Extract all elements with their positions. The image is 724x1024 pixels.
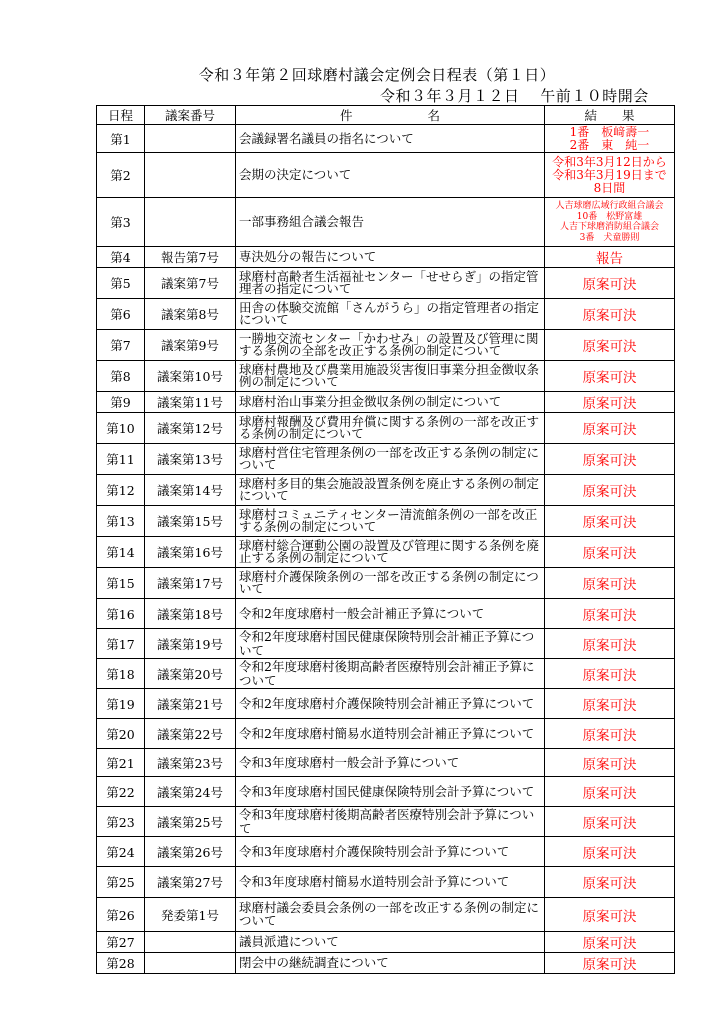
row-bill-number: 議案第9号 (145, 330, 236, 361)
result-line: 原案可決 (582, 637, 637, 654)
row-result (545, 953, 675, 974)
row-bill-number: 議案第8号 (145, 299, 236, 330)
result-line: 8日間 (593, 180, 626, 195)
row-agenda-no: 第19 (97, 689, 145, 719)
result-line: 原案可決 (582, 908, 637, 925)
result-line: 原案可決 (582, 815, 637, 832)
row-item-name: 会期の決定について (236, 153, 545, 198)
row-result (545, 125, 675, 153)
row-bill-number: 議案第11号 (145, 392, 236, 413)
row-bill-number: 議案第10号 (145, 361, 236, 392)
table-row (97, 953, 675, 974)
row-result (545, 330, 675, 361)
table-row (97, 568, 675, 599)
result-line: 原案可決 (582, 607, 637, 624)
row-agenda-no: 第6 (97, 299, 145, 330)
row-bill-number: 議案第13号 (145, 444, 236, 475)
row-bill-number: 議案第12号 (145, 413, 236, 444)
row-bill-number: 議案第18号 (145, 599, 236, 629)
row-agenda-no: 第4 (97, 247, 145, 268)
row-item-name: 球磨村営住宅管理条例の一部を改正する条例の制定について (236, 444, 545, 475)
row-result (545, 392, 675, 413)
row-item-name: 令和3年度球磨村国民健康保険特別会計予算について (236, 777, 545, 807)
row-agenda-no: 第13 (97, 506, 145, 537)
result-line: 原案可決 (582, 515, 637, 531)
row-agenda-no: 第28 (97, 953, 145, 974)
row-item-name: 球磨村高齢者生活福祉センター「せせらぎ」の指定管理者の指定について (236, 268, 545, 299)
row-agenda-no: 第3 (97, 198, 145, 247)
row-agenda-no: 第18 (97, 659, 145, 689)
header-no: 日程 (97, 106, 145, 125)
row-result (545, 932, 675, 953)
result-line: 原案可決 (582, 453, 637, 469)
result-line: 原案可決 (582, 577, 637, 593)
row-agenda-no: 第25 (97, 867, 145, 898)
row-item-name: 令和3年度球磨村後期高齢者医療特別会計予算について (236, 807, 545, 837)
row-bill-number: 議案第15号 (145, 506, 236, 537)
table-row (97, 268, 675, 299)
row-result (545, 867, 675, 898)
row-bill-number: 発委第1号 (145, 898, 236, 932)
result-line: 原案可決 (582, 546, 637, 562)
row-bill-number: 議案第19号 (145, 629, 236, 659)
row-result (545, 659, 675, 689)
agenda-table (96, 105, 675, 974)
row-result (545, 444, 675, 475)
table-row (97, 198, 675, 247)
row-bill-number: 議案第7号 (145, 268, 236, 299)
row-item-name: 令和3年度球磨村介護保険特別会計予算について (236, 837, 545, 867)
row-item-name: 球磨村介護保険条例の一部を改正する条例の制定について (236, 568, 545, 599)
row-item-name: 令和3年度球磨村簡易水道特別会計予算について (236, 867, 545, 898)
row-agenda-no: 第14 (97, 537, 145, 568)
row-bill-number: 議案第27号 (145, 867, 236, 898)
result-line: 原案可決 (582, 876, 637, 892)
table-row (97, 475, 675, 506)
row-agenda-no: 第17 (97, 629, 145, 659)
row-agenda-no: 第16 (97, 599, 145, 629)
table-row (97, 392, 675, 413)
table-row (97, 719, 675, 749)
table-row (97, 807, 675, 837)
row-item-name: 一勝地交流センター「かわせみ」の設置及び管理に関する条例の全部を改正する条例の制定について (236, 330, 545, 361)
row-bill-number: 議案第26号 (145, 837, 236, 867)
row-item-name: 一部事務組合議会報告 (236, 198, 545, 247)
result-line: 原案可決 (582, 277, 637, 293)
result-line: 原案可決 (582, 727, 637, 744)
row-bill-number (145, 153, 236, 198)
row-item-name: 令和3年度球磨村一般会計予算について (236, 749, 545, 777)
row-agenda-no: 第21 (97, 749, 145, 777)
row-result (545, 898, 675, 932)
row-bill-number (145, 953, 236, 974)
row-agenda-no: 第8 (97, 361, 145, 392)
table-row (97, 506, 675, 537)
result-line: 2番 東 純一 (569, 137, 650, 152)
result-line: 人吉下球磨消防組合議会 (559, 222, 659, 232)
row-result (545, 247, 675, 268)
row-item-name: 令和2年度球磨村簡易水道特別会計補正予算について (236, 719, 545, 749)
table-row (97, 299, 675, 330)
row-result (545, 361, 675, 392)
row-item-name: 令和2年度球磨村国民健康保険特別会計補正予算について (236, 629, 545, 659)
table-row (97, 153, 675, 198)
row-item-name: 球磨村議会委員会条例の一部を改正する条例の制定について (236, 898, 545, 932)
row-result (545, 777, 675, 807)
row-bill-number: 議案第24号 (145, 777, 236, 807)
result-line: 原案可決 (582, 785, 637, 802)
row-bill-number: 議案第21号 (145, 689, 236, 719)
result-line: 1番 板﨑壽一 (569, 124, 650, 139)
table-header-row (97, 106, 675, 125)
row-item-name: 球磨村総合運動公園の設置及び管理に関する条例を廃止する条例の制定について (236, 537, 545, 568)
row-bill-number: 議案第17号 (145, 568, 236, 599)
row-item-name: 会議録署名議員の指名について (236, 125, 545, 153)
table-row (97, 749, 675, 777)
row-bill-number (145, 932, 236, 953)
row-result (545, 268, 675, 299)
row-result (545, 153, 675, 198)
result-line: 原案可決 (582, 308, 637, 324)
row-result (545, 719, 675, 749)
row-result (545, 198, 675, 247)
row-item-name: 令和2年度球磨村後期高齢者医療特別会計補正予算について (236, 659, 545, 689)
row-bill-number: 議案第14号 (145, 475, 236, 506)
table-row (97, 932, 675, 953)
table-row (97, 125, 675, 153)
table-row (97, 444, 675, 475)
result-line: 令和3年3月19日まで (552, 167, 667, 182)
result-line: 原案可決 (582, 339, 637, 355)
table-row (97, 330, 675, 361)
table-row (97, 629, 675, 659)
row-agenda-no: 第9 (97, 392, 145, 413)
result-line: 原案可決 (582, 697, 637, 714)
row-agenda-no: 第15 (97, 568, 145, 599)
result-line: 原案可決 (582, 396, 637, 412)
header-result: 結 果 (545, 106, 675, 125)
table-row (97, 659, 675, 689)
row-agenda-no: 第10 (97, 413, 145, 444)
table-row (97, 898, 675, 932)
result-line: 原案可決 (582, 667, 637, 684)
page-title: 令和３年第２回球磨村議会定例会日程表（第１日） (198, 66, 556, 84)
row-agenda-no: 第5 (97, 268, 145, 299)
table-row (97, 247, 675, 268)
row-item-name: 球磨村報酬及び費用弁償に関する条例の一部を改正する条例の制定について (236, 413, 545, 444)
session-date-time: 令和３年３月１２日 午前１０時開会 (380, 87, 649, 105)
row-item-name: 球磨村治山事業分担金徴収条例の制定について (236, 392, 545, 413)
result-line: 原案可決 (582, 422, 637, 438)
row-item-name: 球磨村コミュニティセンター清流館条例の一部を改正する条例の制定について (236, 506, 545, 537)
result-line: 令和3年3月12日から (552, 154, 667, 169)
result-line: 3番 犬童勝則 (579, 232, 640, 243)
row-agenda-no: 第12 (97, 475, 145, 506)
row-result (545, 837, 675, 867)
row-agenda-no: 第11 (97, 444, 145, 475)
row-result (545, 537, 675, 568)
row-result (545, 599, 675, 629)
result-line: 原案可決 (582, 484, 637, 500)
table-row (97, 361, 675, 392)
row-agenda-no: 第7 (97, 330, 145, 361)
row-result (545, 475, 675, 506)
header-bill-number: 議案番号 (145, 106, 236, 125)
row-bill-number: 議案第22号 (145, 719, 236, 749)
row-bill-number: 議案第25号 (145, 807, 236, 837)
table-row (97, 689, 675, 719)
row-agenda-no: 第22 (97, 777, 145, 807)
result-line: 原案可決 (582, 370, 637, 386)
row-item-name: 令和2年度球磨村一般会計補正予算について (236, 599, 545, 629)
header-item-name: 件 名 (236, 106, 545, 125)
row-bill-number: 議案第20号 (145, 659, 236, 689)
row-item-name: 田舎の体験交流館「さんがうら」の指定管理者の指定について (236, 299, 545, 330)
row-result (545, 629, 675, 659)
row-item-name: 球磨村多目的集会施設設置条例を廃止する条例の制定について (236, 475, 545, 506)
row-result (545, 506, 675, 537)
row-result (545, 568, 675, 599)
row-agenda-no: 第27 (97, 932, 145, 953)
row-agenda-no: 第20 (97, 719, 145, 749)
row-item-name: 閉会中の継続調査について (236, 953, 545, 974)
row-result (545, 413, 675, 444)
result-line: 報告 (596, 251, 623, 267)
row-item-name: 議員派遣について (236, 932, 545, 953)
result-line: 10番 松野富雄 (576, 211, 643, 222)
row-bill-number: 議案第23号 (145, 749, 236, 777)
table-row (97, 837, 675, 867)
row-bill-number: 報告第7号 (145, 247, 236, 268)
row-bill-number (145, 125, 236, 153)
row-result (545, 299, 675, 330)
row-result (545, 807, 675, 837)
table-row (97, 867, 675, 898)
row-item-name: 球磨村農地及び農業用施設災害復旧事業分担金徴収条例の制定について (236, 361, 545, 392)
result-line: 人吉球磨広域行政組合議会 (555, 201, 664, 211)
row-item-name: 令和2年度球磨村介護保険特別会計補正予算について (236, 689, 545, 719)
result-line: 原案可決 (582, 957, 637, 973)
row-agenda-no: 第23 (97, 807, 145, 837)
table-row (97, 413, 675, 444)
row-result (545, 749, 675, 777)
result-line: 原案可決 (582, 936, 637, 952)
row-agenda-no: 第1 (97, 125, 145, 153)
row-bill-number: 議案第16号 (145, 537, 236, 568)
result-line: 原案可決 (582, 756, 637, 773)
row-item-name: 専決処分の報告について (236, 247, 545, 268)
row-agenda-no: 第2 (97, 153, 145, 198)
result-line: 原案可決 (582, 845, 637, 862)
table-row (97, 599, 675, 629)
row-bill-number (145, 198, 236, 247)
table-row (97, 777, 675, 807)
row-agenda-no: 第24 (97, 837, 145, 867)
row-result (545, 689, 675, 719)
table-row (97, 537, 675, 568)
row-agenda-no: 第26 (97, 898, 145, 932)
